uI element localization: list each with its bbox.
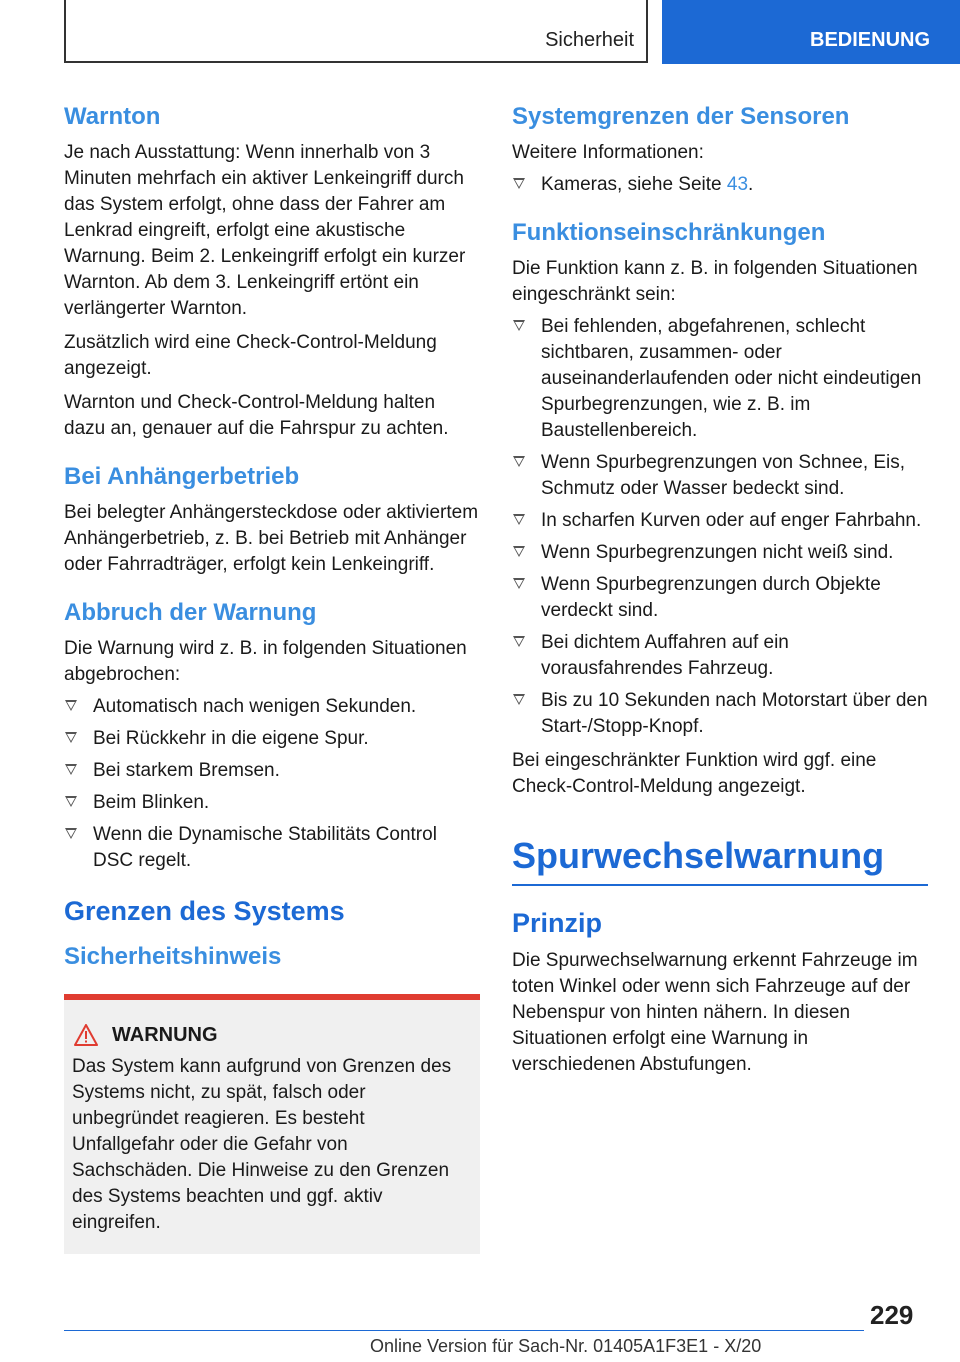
list-item: Wenn Spurbegrenzungen nicht weiß sind. [512,540,928,566]
header-section-title: Sicherheit [545,29,634,51]
paragraph-funktion: Die Funktion kann z. B. in folgenden Situationen eingeschränkt sein: [512,258,918,305]
header-section-box [64,0,648,63]
list-abbruch [64,694,480,874]
triangle-bullet-icon [513,636,525,647]
list-sensoren [512,172,928,198]
heading-abbruch: Abbruch der Warnung [64,599,317,626]
header-chapter-tab [662,0,960,64]
header-chapter-label: BEDIENUNG [810,29,931,51]
heading-sicherheitshinweis: Sicherheitshinweis [64,943,282,970]
list-item: Bei fehlenden, abgefahrenen, schlecht sichtbaren, zusammen- oder auseinanderlaufenden oder nicht eindeutigen Spurbegrenzungen, wie z. B. im Baustellenbereich. [512,314,928,444]
paragraph-prinzip: Die Spurwechselwarnung erkennt Fahrzeuge im toten Winkel oder wenn sich Fahrzeuge auf der Nebenspur von hinten nähern. In diesen Situationen erfolgt eine Warnung in verschiedenen Abstufungen. [512,950,918,1075]
list-item: In scharfen Kurven oder auf enger Fahrbahn. [512,508,928,534]
triangle-bullet-icon [513,456,525,467]
triangle-bullet-icon [65,700,77,711]
warning-box [64,994,480,1254]
footer-text: Online Version für Sach-Nr. 01405A1F3E1 - X/20 [370,1336,762,1356]
triangle-bullet-icon [65,828,77,839]
heading-anhaengerbetrieb: Bei Anhängerbetrieb [64,463,300,490]
triangle-bullet-icon [65,764,77,775]
page-number: 229 [870,1300,914,1330]
paragraph-warnton-2: Zusätzlich wird eine Check-Control-Meldung angezeigt. [64,332,437,379]
warning-text: Das System kann aufgrund von Grenzen des Systems nicht, zu spät, falsch oder unbegründet reagieren. Es besteht Unfallgefahr oder die Gefahr von Sachschäden. Die Hinweise zu den Grenzen des Systems beachten und ggf. aktiv eingreifen. [72,1056,452,1233]
list-item: Wenn Spurbegrenzungen von Schnee, Eis, Schmutz oder Wasser bedeckt sind. [512,450,928,502]
list-funktion [512,314,928,740]
heading-systemgrenzen-sensoren: Systemgrenzen der Sensoren [512,103,850,130]
paragraph-anhaengerbetrieb: Bei belegter Anhängersteckdose oder aktiviertem Anhängerbetrieb, z. B. bei Betrieb mit Anhänger oder Fahrradträger, erfolgt kein Lenkeingriff. [64,502,479,575]
chapter-title: Spurwechselwarnung [512,834,928,886]
paragraph-warnton-3: Warnton und Check-Control-Meldung halten dazu an, genauer auf die Fahrspur zu achten. [64,392,449,439]
list-item: Bei Rückkehr in die eigene Spur. [64,726,480,752]
triangle-bullet-icon [513,694,525,705]
paragraph-sensoren: Weitere Informationen: [512,142,704,163]
triangle-bullet-icon [513,578,525,589]
list-item: Wenn die Dynamische Stabilitäts Control DSC regelt. [64,822,480,874]
heading-warnton: Warnton [64,103,161,130]
triangle-bullet-icon [513,514,525,525]
footer-divider [64,1330,864,1331]
list-item: Beim Blinken. [64,790,480,816]
list-item: Automatisch nach wenigen Sekunden. [64,694,480,720]
triangle-bullet-icon [513,320,525,331]
paragraph-abbruch: Die Warnung wird z. B. in folgenden Situationen abgebrochen: [64,638,467,685]
heading-grenzen-des-systems: Grenzen des Systems [64,896,345,926]
list-item: Bei dichtem Auffahren auf ein vorausfahrendes Fahrzeug. [512,630,928,682]
list-item: Bei starkem Bremsen. [64,758,480,784]
triangle-bullet-icon [65,796,77,807]
heading-funktionseinschraenkungen: Funktionseinschränkungen [512,219,826,246]
left-column [64,102,480,1254]
triangle-bullet-icon [513,546,525,557]
paragraph-warnton-1: Je nach Ausstattung: Wenn innerhalb von 3 Minuten mehrfach ein aktiver Lenkeingriff durch das System erfolgt, ohne dass der Fahrer am Lenkrad eingreift, erfolgt eine akustische Warnung. Beim 2. Lenkeingriff erfolgt ein kurzer Warnton. Ab dem 3. Lenkeingriff ertönt ein verlängerter Warnton. [64,142,466,319]
paragraph-funktion-after: Bei eingeschränkter Funktion wird ggf. eine Check-Control-Meldung angezeigt. [512,750,877,797]
triangle-bullet-icon [513,178,525,189]
warning-triangle-icon [74,1024,98,1046]
list-item: Kameras, siehe Seite 43. [512,172,928,198]
triangle-bullet-icon [65,732,77,743]
heading-prinzip: Prinzip [512,908,603,938]
list-item: Wenn Spurbegrenzungen durch Objekte verdeckt sind. [512,572,928,624]
warning-label: WARNUNG [112,1024,218,1046]
page-reference-link[interactable]: 43 [726,174,749,195]
right-column [512,102,928,1078]
warning-header [72,1022,470,1048]
list-item: Bis zu 10 Sekunden nach Motorstart über den Start-/Stopp-Knopf. [512,688,928,740]
